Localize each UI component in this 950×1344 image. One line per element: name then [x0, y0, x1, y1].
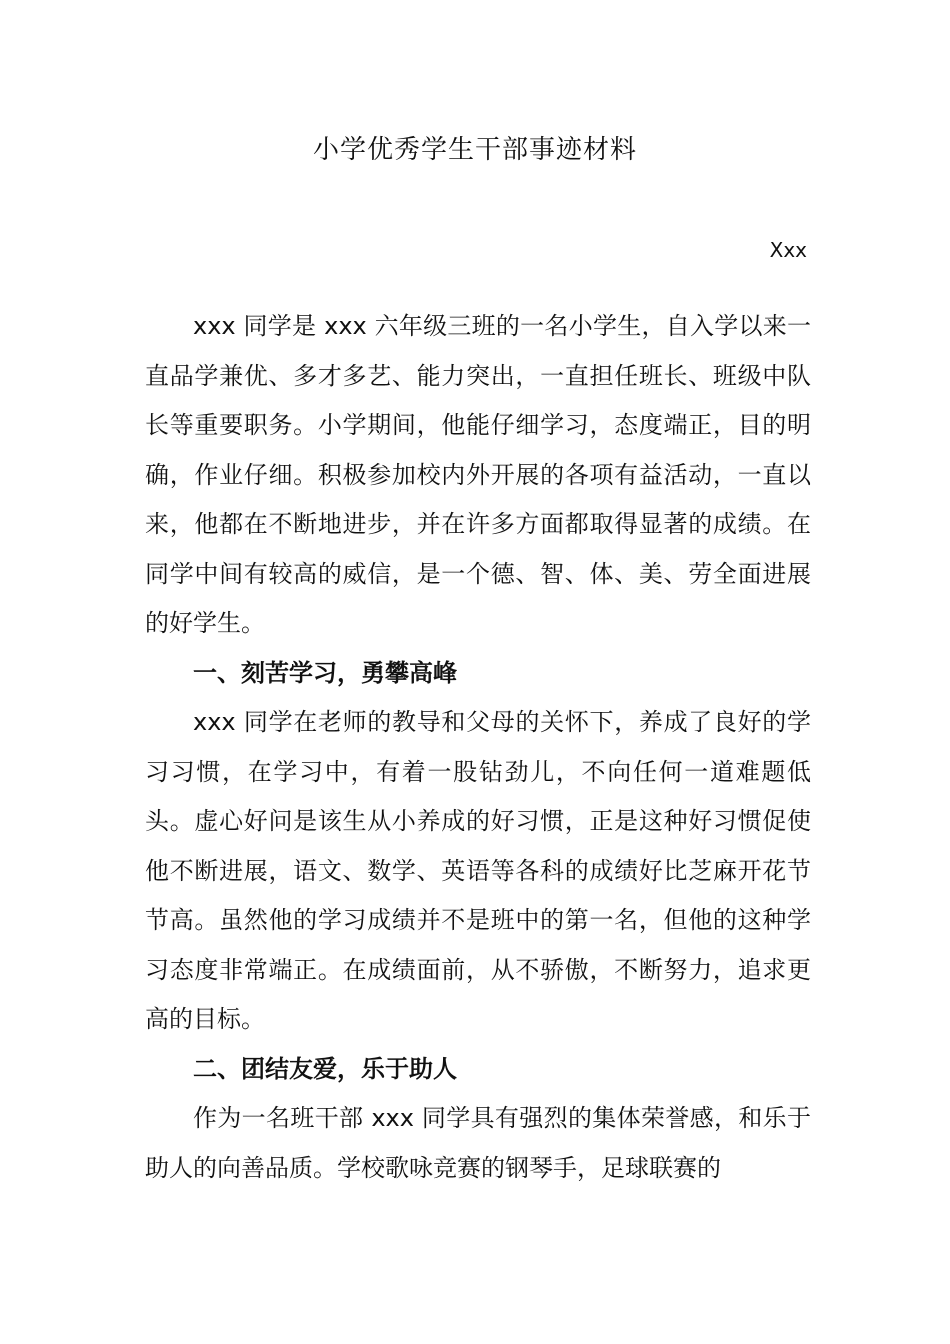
document-title: 小学优秀学生干部事迹材料 [312, 135, 637, 165]
body-paragraph: xxx 同学是 xxx 六年级三班的一名小学生，自入学以来一直品学兼优、多才多艺、能力突出，一直担任班长、班级中队长等重要职务。小学期间，他能仔细学习，态度端正，目的明确，作业仔细。积极参加校内外开展的各项有益活动，一直以来，他都在不断地进步，并在许多方面都取得显著的成绩。在同学中间有较高的威信，是一个德、智、体、美、劳全面进展的好学生。 [145, 312, 811, 637]
document-author: Xxx [769, 238, 807, 262]
body-paragraph: xxx 同学在老师的教导和父母的关怀下，养成了良好的学习习惯，在学习中，有着一股钻劲儿，不向任何一道难题低头。虚心好问是该生从小养成的好习惯，正是这种好习惯促使他不断进展，语文、数学、英语等各科的成绩好比芝麻开花节节高。虽然他的学习成绩并不是班中的第一名，但他的这种学习态度非常端正。在成绩面前，从不骄傲，不断努力，追求更高的目标。 [145, 708, 811, 1033]
body-paragraph: 作为一名班干部 xxx 同学具有强烈的集体荣誉感，和乐于助人的向善品质。学校歌咏竞赛的钢琴手，足球联赛的 [145, 1104, 811, 1182]
section-heading: 一、刻苦学习，勇攀高峰 [193, 658, 457, 687]
section-heading: 二、团结友爱，乐于助人 [193, 1054, 457, 1083]
document-body [145, 302, 811, 1193]
